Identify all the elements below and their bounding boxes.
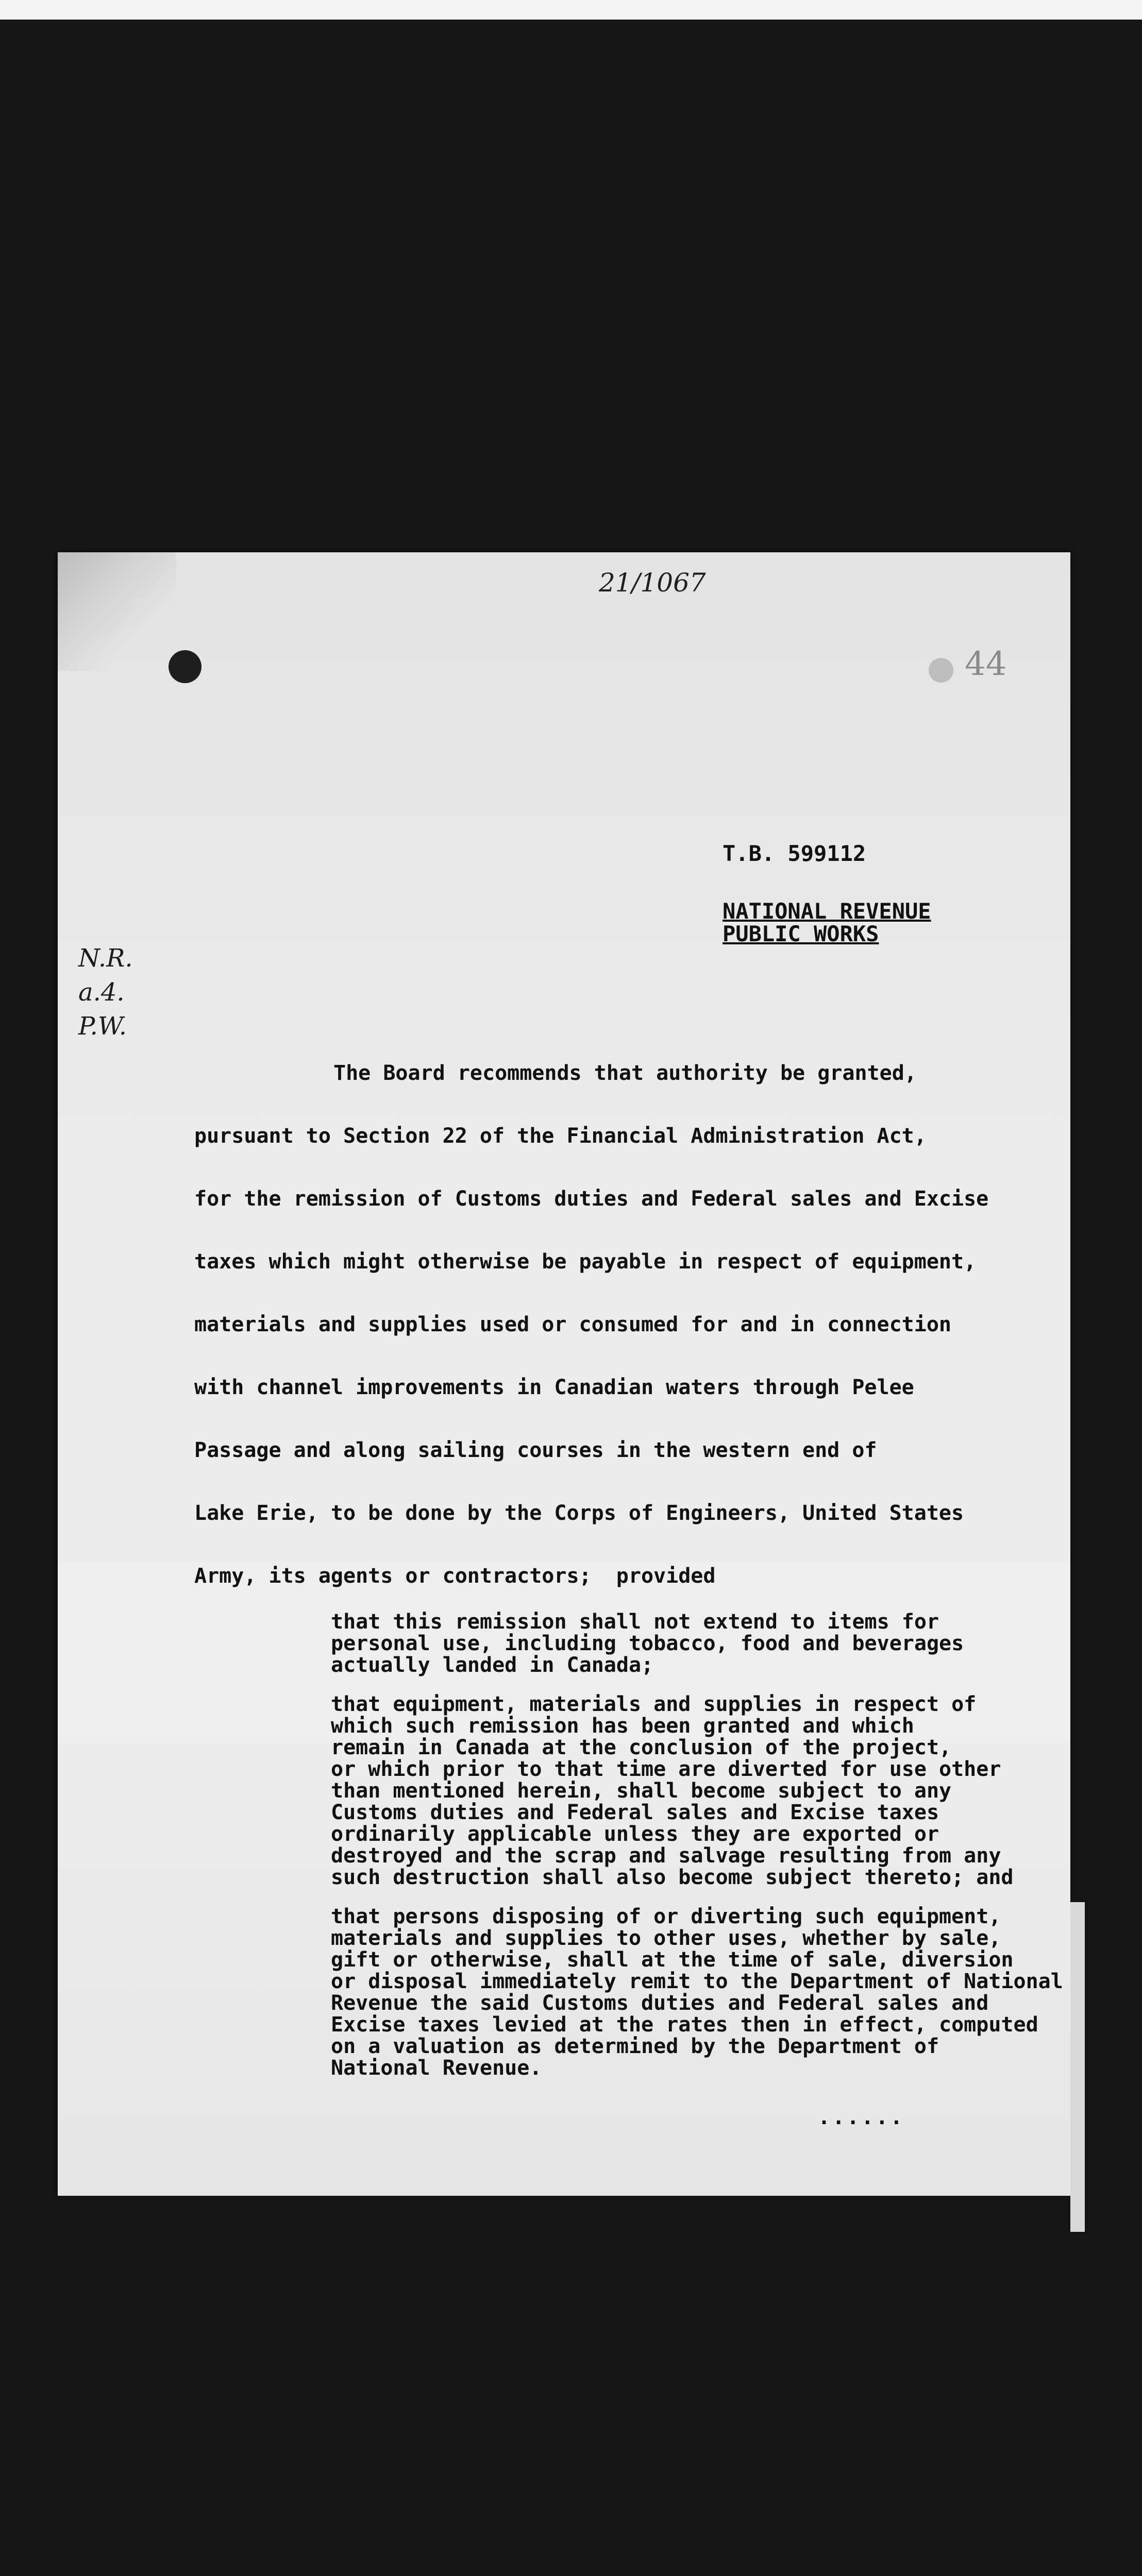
- proviso-line: Customs duties and Federal sales and Excise taxes: [331, 1801, 939, 1824]
- paragraph-line: taxes which might otherwise be payable in respect of equipment,: [194, 1250, 977, 1274]
- proviso-line: Excise taxes levied at the rates then in effect, computed: [331, 2013, 1038, 2037]
- proviso-line: or which prior to that time are diverted for use other: [331, 1757, 1001, 1781]
- corner-fold: [58, 552, 176, 671]
- proviso-line: or disposal immediately remit to the Department of National: [331, 1970, 1063, 1993]
- tb-number: T.B. 599112: [723, 841, 866, 866]
- proviso-line: such destruction shall also become subject thereto; and: [331, 1866, 1014, 1889]
- proviso-line: that persons disposing of or diverting such equipment,: [331, 1905, 1001, 1928]
- proviso-line: materials and supplies to other uses, whether by sale,: [331, 1926, 1001, 1950]
- margin-note: N.R.: [78, 944, 133, 973]
- proviso-line: that this remission shall not extend to items for: [331, 1610, 939, 1634]
- department-name: PUBLIC WORKS: [723, 921, 879, 946]
- proviso-disposal: [331, 1906, 1063, 2079]
- proviso-line: personal use, including tobacco, food and beverages: [331, 1632, 964, 1655]
- paragraph-line: for the remission of Customs duties and Federal sales and Excise: [194, 1187, 989, 1211]
- main-paragraph: [194, 1042, 1045, 1607]
- proviso-line: that equipment, materials and supplies in respect of: [331, 1692, 977, 1716]
- page-edge: [1070, 1902, 1085, 2232]
- department-name: NATIONAL REVENUE: [723, 899, 931, 924]
- continuation-mark: ......: [818, 2106, 905, 2129]
- department-heading: [723, 900, 931, 945]
- proviso-line: than mentioned herein, shall become subject to any: [331, 1779, 952, 1803]
- proviso-line: on a valuation as determined by the Department of: [331, 2035, 939, 2058]
- proviso-line: National Revenue.: [331, 2056, 542, 2080]
- paragraph-line: materials and supplies used or consumed for and in connection: [194, 1313, 952, 1336]
- stamp-circle-icon: [929, 658, 953, 683]
- proviso-personal-use: [331, 1611, 1063, 1676]
- proviso-line: which such remission has been granted and which: [331, 1714, 914, 1738]
- margin-note: a.4.: [78, 978, 125, 1007]
- paragraph-line: The Board recommends that authority be granted,: [333, 1061, 917, 1085]
- paragraph-line: Lake Erie, to be done by the Corps of Engineers, United States: [194, 1501, 964, 1525]
- provisos-list: [331, 1611, 1063, 2096]
- margin-note: P.W.: [78, 1012, 127, 1041]
- document-page: [58, 552, 1070, 2196]
- proviso-line: gift or otherwise, shall at the time of sale, diversion: [331, 1948, 1014, 1972]
- file-number: 21/1067: [599, 568, 706, 598]
- proviso-line: Revenue the said Customs duties and Federal sales and: [331, 1991, 989, 2015]
- paragraph-line: Army, its agents or contractors; provided: [194, 1564, 716, 1588]
- scan-top-band: [0, 0, 1142, 20]
- paragraph-line: Passage and along sailing courses in the western end of: [194, 1438, 877, 1462]
- proviso-line: destroyed and the scrap and salvage resulting from any: [331, 1844, 1001, 1868]
- paragraph-line: with channel improvements in Canadian waters through Pelee: [194, 1376, 914, 1399]
- proviso-line: ordinarily applicable unless they are exported or: [331, 1822, 939, 1846]
- proviso-line: remain in Canada at the conclusion of the project,: [331, 1736, 952, 1759]
- page-number: 44: [965, 645, 1007, 683]
- punch-hole-icon: [169, 650, 201, 683]
- proviso-remaining-equipment: [331, 1693, 1063, 1888]
- margin-notes: [78, 941, 133, 1043]
- proviso-line: actually landed in Canada;: [331, 1653, 654, 1677]
- paragraph-line: pursuant to Section 22 of the Financial Administration Act,: [194, 1124, 927, 1148]
